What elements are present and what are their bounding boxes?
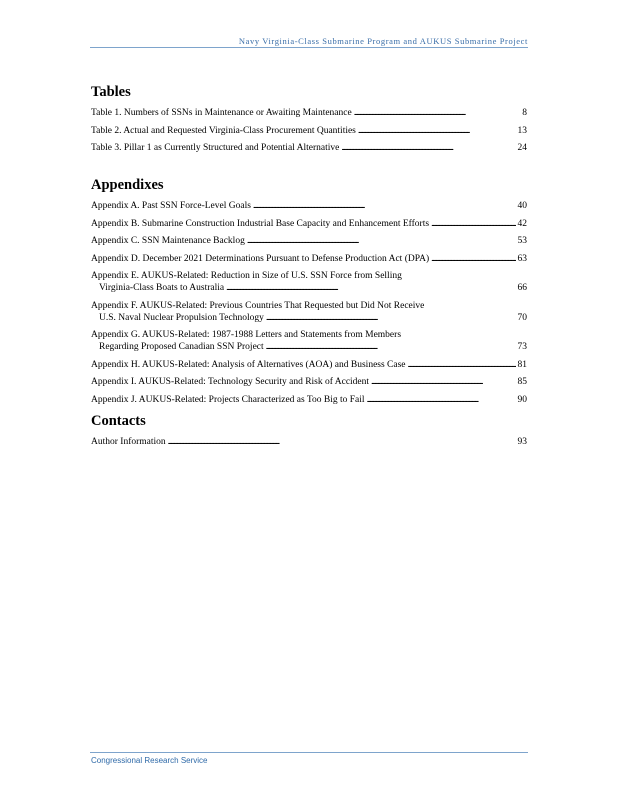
- toc-entry-continuation: [91, 341, 527, 353]
- toc-entry-appendix-d[interactable]: [91, 253, 527, 265]
- footer-divider: [90, 752, 528, 753]
- toc-entry-appendix-j[interactable]: [91, 394, 527, 406]
- toc-entry-title[interactable]: Table 2. Actual and Requested Virginia-Class Procurement Quantities: [91, 125, 356, 136]
- toc-entry-title[interactable]: Appendix B. Submarine Construction Industrial Base Capacity and Enhancement Efforts: [91, 218, 430, 229]
- toc-entry-table-1[interactable]: [91, 107, 527, 119]
- toc-entry-title[interactable]: Table 3. Pillar 1 as Currently Structured and Potential Alternative: [91, 143, 340, 153]
- dot-leader: [367, 394, 516, 406]
- toc-entry-continuation: [91, 312, 527, 324]
- toc-entry-title[interactable]: Appendix C. SSN Maintenance Backlog: [91, 236, 245, 246]
- toc-entry-title[interactable]: Appendix E. AUKUS-Related: Reduction in Size of U.S. SSN Force from Selling: [91, 271, 402, 281]
- toc-entry-appendix-b[interactable]: [91, 218, 527, 230]
- toc-page-number[interactable]: 53: [517, 236, 527, 246]
- dot-leader: [266, 341, 516, 353]
- toc-entry-title[interactable]: Appendix H. AUKUS-Related: Analysis of Alternatives (AOA) and Business Case: [91, 359, 406, 370]
- toc-page-number[interactable]: 70: [517, 312, 527, 323]
- dot-leader: [358, 125, 516, 137]
- dot-leader: [354, 107, 521, 119]
- toc-page-number[interactable]: 73: [517, 342, 527, 352]
- toc-entry-appendix-h[interactable]: [91, 359, 527, 371]
- dot-leader: [247, 235, 516, 247]
- dot-leader: [431, 218, 515, 230]
- toc-entry-appendix-a[interactable]: [91, 200, 527, 212]
- toc-entry-title[interactable]: Author Information: [91, 437, 166, 447]
- toc-page-number[interactable]: 90: [517, 394, 527, 405]
- toc-entry-title-continued[interactable]: Regarding Proposed Canadian SSN Project: [99, 342, 264, 352]
- dot-leader: [371, 376, 515, 388]
- toc-page-number[interactable]: 8: [522, 108, 527, 118]
- toc-page-number[interactable]: 66: [517, 283, 527, 293]
- toc-entry-table-3[interactable]: [91, 142, 527, 154]
- toc-entry-title[interactable]: Appendix J. AUKUS-Related: Projects Characterized as Too Big to Fail: [91, 394, 365, 405]
- toc-entry-appendix-i[interactable]: [91, 376, 527, 388]
- toc-page-number[interactable]: 13: [517, 125, 527, 136]
- toc-entry-appendix-g[interactable]: [91, 329, 527, 353]
- appendixes-toc-list: [91, 200, 527, 411]
- contacts-toc-list: [91, 436, 527, 454]
- dot-leader: [341, 142, 515, 154]
- toc-entry-title[interactable]: Appendix I. AUKUS-Related: Technology Security and Risk of Accident: [91, 377, 370, 387]
- dot-leader: [253, 200, 516, 212]
- toc-entry-author-information[interactable]: [91, 436, 527, 448]
- toc-entry-title-continued[interactable]: Virginia-Class Boats to Australia: [99, 283, 225, 293]
- toc-entry-appendix-c[interactable]: [91, 235, 527, 247]
- toc-page-number[interactable]: 93: [517, 437, 527, 447]
- tables-toc-list: [91, 107, 527, 160]
- toc-entry-title[interactable]: Appendix G. AUKUS-Related: 1987-1988 Letters and Statements from Members: [91, 330, 402, 340]
- toc-page-number[interactable]: 40: [517, 201, 527, 211]
- toc-entry-title[interactable]: Appendix F. AUKUS-Related: Previous Countries That Requested but Did Not Receive: [91, 300, 425, 311]
- footer-organization: Congressional Research Service: [91, 756, 208, 765]
- toc-page-number[interactable]: 85: [517, 377, 527, 387]
- toc-entry-appendix-e[interactable]: [91, 270, 527, 294]
- toc-entry-title[interactable]: Appendix D. December 2021 Determinations Pursuant to Defense Production Act (DPA): [91, 253, 430, 264]
- toc-page-number[interactable]: 42: [517, 218, 527, 229]
- toc-entry-title[interactable]: Table 1. Numbers of SSNs in Maintenance or Awaiting Maintenance: [91, 108, 352, 118]
- dot-leader: [266, 312, 516, 324]
- toc-page-number[interactable]: 24: [517, 143, 527, 153]
- toc-entry-continuation: [91, 282, 527, 294]
- running-header: Navy Virginia-Class Submarine Program and AUKUS Submarine Project: [238, 36, 528, 46]
- dot-leader: [226, 282, 515, 294]
- dot-leader: [431, 253, 515, 265]
- contacts-heading: Contacts: [91, 413, 146, 429]
- toc-page-number[interactable]: 81: [517, 359, 527, 370]
- dot-leader: [168, 436, 516, 448]
- toc-entry-title[interactable]: Appendix A. Past SSN Force-Level Goals: [91, 201, 251, 211]
- tables-heading: Tables: [91, 84, 131, 100]
- dot-leader: [408, 359, 516, 371]
- toc-entry-title-continued[interactable]: U.S. Naval Nuclear Propulsion Technology: [99, 312, 264, 323]
- toc-page-number[interactable]: 63: [517, 253, 527, 264]
- header-divider: [90, 47, 528, 48]
- toc-entry-appendix-f[interactable]: [91, 300, 527, 324]
- appendixes-heading: Appendixes: [91, 177, 164, 193]
- toc-entry-table-2[interactable]: [91, 125, 527, 137]
